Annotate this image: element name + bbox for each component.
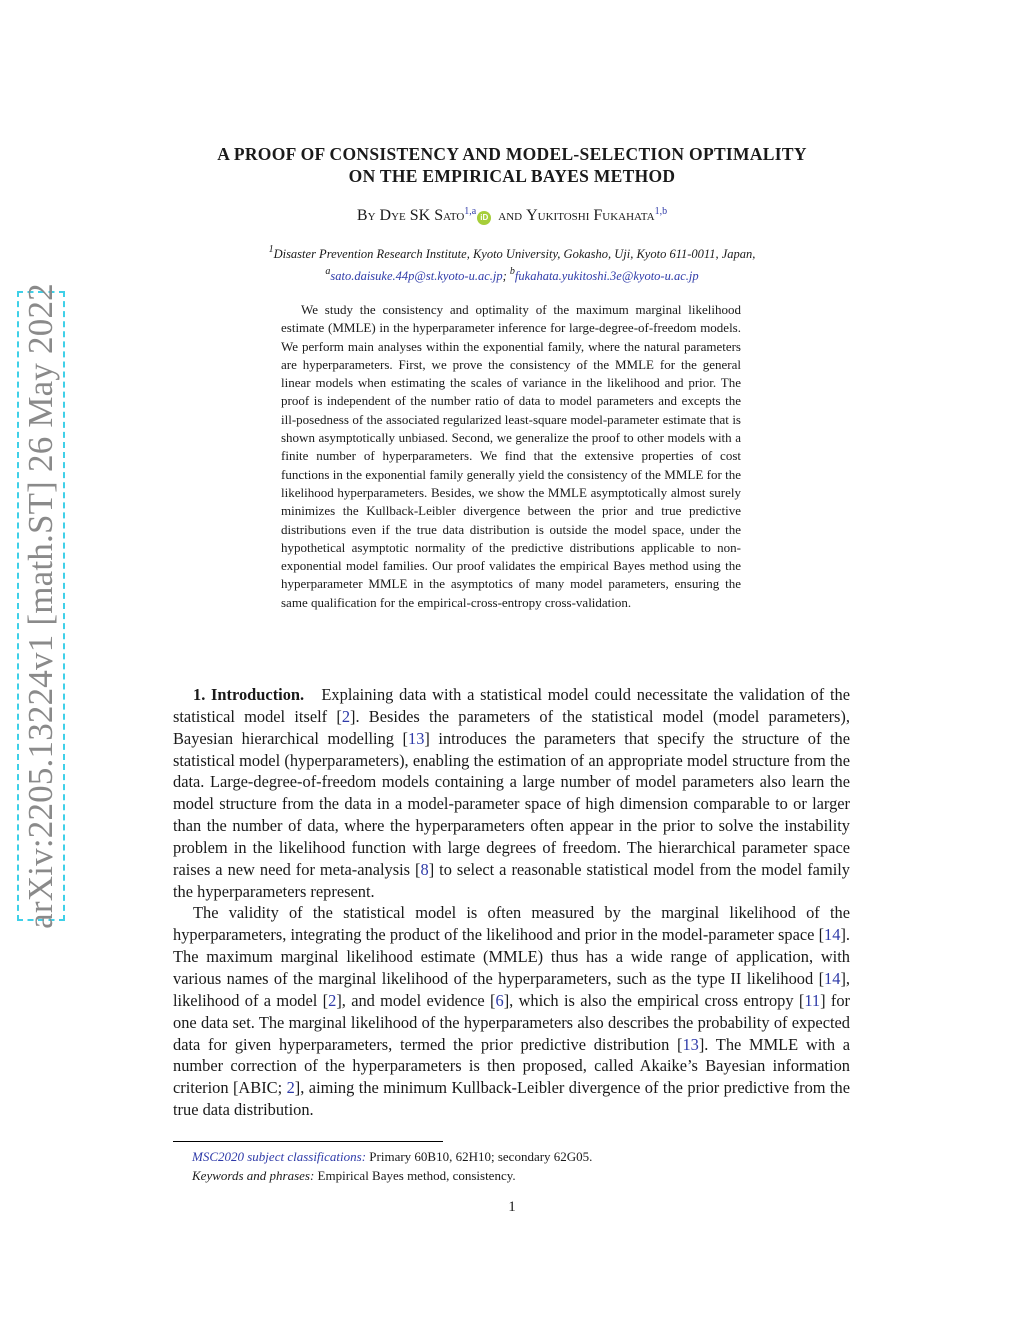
citation-link[interactable]: 2	[286, 1078, 295, 1098]
affiliation-sup: 1	[268, 244, 274, 255]
citation-link[interactable]: 8	[420, 859, 429, 879]
citation-link[interactable]: 2	[341, 706, 351, 726]
email-a-link[interactable]: sato.daisuke.44p@st.kyoto-u.ac.jp	[330, 269, 503, 283]
citation-link[interactable]: 13	[682, 1034, 699, 1054]
footnote-divider	[173, 1141, 443, 1142]
keywords-footnote	[192, 1167, 852, 1186]
author-fukahata-affil-sup[interactable]: 1,b	[654, 206, 668, 217]
citation-link[interactable]: 11	[804, 990, 821, 1010]
paper-title	[150, 143, 874, 187]
affiliation-block	[150, 241, 874, 285]
footnotes	[192, 1148, 852, 1185]
affiliation-line	[150, 241, 874, 263]
and-label: and	[498, 207, 523, 224]
title-line-1: A PROOF OF CONSISTENCY AND MODEL-SELECTION OPTIMALITY	[217, 144, 807, 164]
citation-link[interactable]: 14	[824, 968, 841, 988]
introduction-section	[173, 684, 850, 1121]
citation-link[interactable]: 13	[408, 728, 425, 748]
orcid-icon[interactable]: iD	[477, 211, 491, 225]
citation-link[interactable]: 6	[495, 990, 504, 1010]
email-b-link[interactable]: fukahata.yukitoshi.3e@kyoto-u.ac.jp	[514, 269, 699, 283]
arxiv-identifier-stamp[interactable]: arXiv:2205.13224v1 [math.ST] 26 May 2022	[17, 291, 65, 921]
section-heading: 1. Introduction.	[193, 685, 305, 704]
email-a-sup: a	[325, 266, 331, 277]
msc-label-link[interactable]: MSC2020 subject classifications:	[192, 1149, 367, 1164]
email-b-sup: b	[509, 266, 515, 277]
intro-paragraph-1: 1. Introduction. Explaining data with a statistical model could necessitate the validation of the statistical model itself [2]. Besides the parameters of the statistical model (model parameters), Bayesian hierarchical modelling [13] introduces the parameters that specify the structure of the statistical model (hyperparameters), enabling the estimation of an appropriate model structure from the data. Large-degree-of-freedom models containing a large number of model parameters also learn the model structure from the data in a model-parameter space of high dimension comparable to or larger than the number of data, where the hyperparameters often appear in the prior to solve the instability problem in the likelihood function with large degrees of freedom. The hierarchical parameter space raises a new need for meta-analysis [8] to select a reasonable statistical model from the model family the hyperparameters represent.	[173, 685, 850, 901]
intro-paragraph-2: The validity of the statistical model is often measured by the marginal likelihood of the hyperparameters, integrating the product of the likelihood and prior in the model-parameter space [14]. The maximum marginal likelihood estimate (MMLE) thus has a wide range of application, with various names of the marginal likelihood of the hyperparameters, such as the type II likelihood [14], likelihood of a model [2], and model evidence [6], which is also the empirical cross entropy [11] for one data set. The marginal likelihood of the hyperparameters also describes the probability of expected data for given hyperparameters, termed the prior predictive distribution [13]. The MMLE with a number correction of the hyperparameters is then proposed, called Akaike’s Bayesian information criterion [ABIC; 2], aiming the minimum Kullback-Leibler divergence of the prior predictive from the true data distribution.	[173, 903, 851, 1120]
author-sato-affil-sup[interactable]: 1,a	[464, 206, 477, 217]
citation-link[interactable]: 14	[824, 925, 841, 945]
msc-footnote	[192, 1148, 852, 1167]
author-sato: Dye SK Sato	[379, 207, 465, 224]
email-separator: ;	[502, 269, 510, 283]
page-number: 1	[508, 1199, 516, 1215]
msc-text: Primary 60B10, 62H10; secondary 62G05.	[366, 1149, 593, 1164]
abstract: We study the consistency and optimality of the maximum marginal likelihood estimate (MMLE) in the hyperparameter inference for large-degree-of-freedom models. We perform main analyses within the exponential family, where the natural parameters are hyperparameters. First, we prove the consistency of the MMLE for the general linear models when estimating the scales of variance in the likelihood and prior. The proof is independent of the number ratio of data to model parameters and excepts the ill-posedness of the associated regularized least-square model-parameter estimate that is shown asymptotically unbiased. Second, we generalize the proof to other models with a finite number of hyperparameters. We find that the extensive properties of cost functions in the exponential family generally yield the consistency of the MMLE for the likelihood hyperparameters. Besides, we show the MMLE asymptotically almost surely minimizes the Kullback-Leibler divergence between the prior and true predictive distributions even if the true data distribution is outside the model space, under the hypothetical asymptotic normality of the predictive distributions applicable to non-exponential model families. Our proof validates the empirical Bayes method using the hyperparameter MMLE in the asymptotics of many model parameters, ensuring the same qualification for the empirical-cross-entropy cross-validation.	[281, 302, 741, 610]
citation-link[interactable]: 2	[328, 990, 337, 1010]
author-line	[150, 206, 874, 225]
keywords-label: Keywords and phrases:	[192, 1167, 315, 1183]
keywords-text: Empirical Bayes method, consistency.	[314, 1167, 516, 1183]
author-fukahata: Yukitoshi Fukahata	[526, 207, 655, 224]
title-line-2: ON THE EMPIRICAL BAYES METHOD	[348, 166, 676, 186]
email-line	[150, 263, 874, 285]
by-label: By	[356, 207, 376, 224]
affiliation-text: Disaster Prevention Research Institute, Kyoto University, Gokasho, Uji, Kyoto 611-0011, Japan,	[273, 247, 756, 261]
